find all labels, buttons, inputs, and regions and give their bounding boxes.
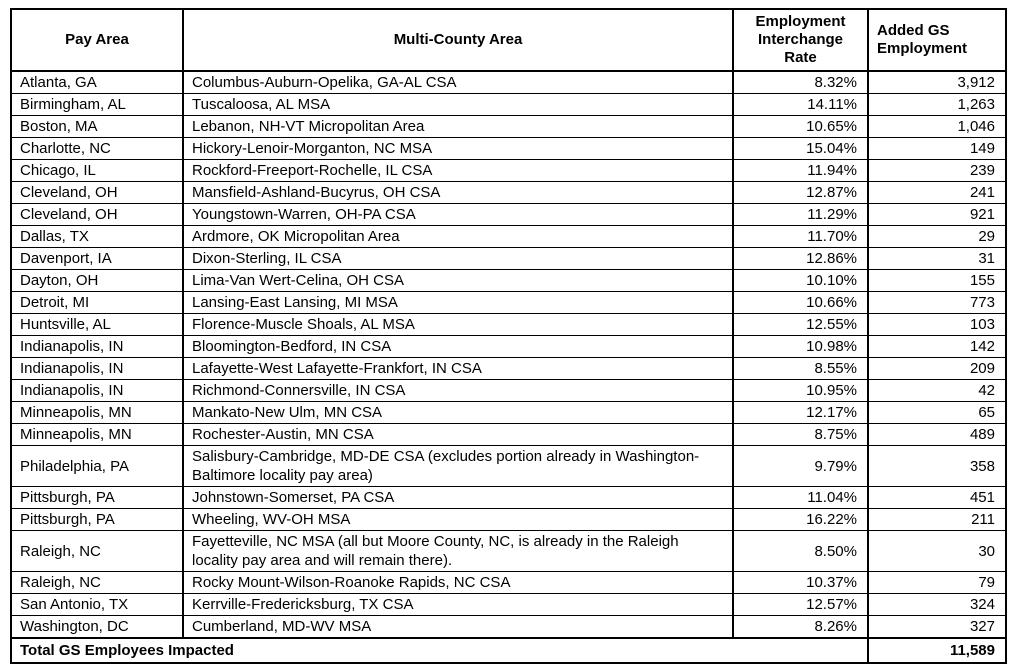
employment-interchange-rate-cell: 14.11%: [733, 94, 868, 116]
table-row: [11, 402, 1006, 424]
employment-interchange-rate-cell: 10.66%: [733, 292, 868, 314]
table-row: [11, 204, 1006, 226]
employment-interchange-rate-cell: 16.22%: [733, 509, 868, 531]
pay-area-cell: Detroit, MI: [11, 292, 183, 314]
multi-county-area-cell: Johnstown-Somerset, PA CSA: [183, 487, 733, 509]
table-row: [11, 424, 1006, 446]
total-row: [11, 638, 1006, 663]
multi-county-area-cell: Lebanon, NH-VT Micropolitan Area: [183, 116, 733, 138]
table-row: [11, 358, 1006, 380]
pay-area-cell: Raleigh, NC: [11, 572, 183, 594]
table-row: [11, 380, 1006, 402]
added-gs-employment-cell: 324: [868, 594, 1006, 616]
multi-county-area-cell: Wheeling, WV-OH MSA: [183, 509, 733, 531]
employment-interchange-rate-cell: 8.32%: [733, 71, 868, 94]
col-header-employment-interchange-rate: Employment Interchange Rate: [733, 9, 868, 71]
added-gs-employment-cell: 921: [868, 204, 1006, 226]
pay-area-cell: Dayton, OH: [11, 270, 183, 292]
pay-area-cell: Minneapolis, MN: [11, 424, 183, 446]
added-gs-employment-cell: 1,263: [868, 94, 1006, 116]
added-gs-employment-cell: 239: [868, 160, 1006, 182]
added-gs-employment-cell: 451: [868, 487, 1006, 509]
added-gs-employment-cell: 103: [868, 314, 1006, 336]
multi-county-area-cell: Cumberland, MD-WV MSA: [183, 616, 733, 639]
total-label: Total GS Employees Impacted: [11, 638, 868, 663]
employment-interchange-rate-cell: 8.75%: [733, 424, 868, 446]
multi-county-area-cell: Hickory-Lenoir-Morganton, NC MSA: [183, 138, 733, 160]
added-gs-employment-cell: 1,046: [868, 116, 1006, 138]
header-row: [11, 9, 1006, 71]
multi-county-area-cell: Lansing-East Lansing, MI MSA: [183, 292, 733, 314]
multi-county-area-cell: Mansfield-Ashland-Bucyrus, OH CSA: [183, 182, 733, 204]
table-row: [11, 248, 1006, 270]
col-header-added-gs-employment: Added GS Employment: [868, 9, 1006, 71]
table-row: [11, 314, 1006, 336]
added-gs-employment-cell: 241: [868, 182, 1006, 204]
added-gs-employment-cell: 209: [868, 358, 1006, 380]
employment-interchange-rate-cell: 9.79%: [733, 446, 868, 487]
multi-county-area-cell: Rochester-Austin, MN CSA: [183, 424, 733, 446]
added-gs-employment-cell: 30: [868, 531, 1006, 572]
multi-county-area-cell: Richmond-Connersville, IN CSA: [183, 380, 733, 402]
table-row: [11, 446, 1006, 487]
employment-interchange-rate-cell: 11.29%: [733, 204, 868, 226]
multi-county-area-cell: Fayetteville, NC MSA (all but Moore County, NC, is already in the Raleigh locality pay area and will remain there).: [183, 531, 733, 572]
added-gs-employment-cell: 489: [868, 424, 1006, 446]
multi-county-area-cell: Ardmore, OK Micropolitan Area: [183, 226, 733, 248]
table-row: [11, 160, 1006, 182]
table-body: [11, 71, 1006, 638]
employment-interchange-rate-cell: 12.55%: [733, 314, 868, 336]
table-row: [11, 71, 1006, 94]
added-gs-employment-cell: 142: [868, 336, 1006, 358]
pay-area-cell: Cleveland, OH: [11, 204, 183, 226]
table-row: [11, 509, 1006, 531]
table-row: [11, 616, 1006, 639]
multi-county-area-cell: Bloomington-Bedford, IN CSA: [183, 336, 733, 358]
pay-area-cell: Indianapolis, IN: [11, 336, 183, 358]
employment-interchange-rate-cell: 11.94%: [733, 160, 868, 182]
added-gs-employment-cell: 155: [868, 270, 1006, 292]
pay-area-cell: Raleigh, NC: [11, 531, 183, 572]
multi-county-area-cell: Lafayette-West Lafayette-Frankfort, IN CSA: [183, 358, 733, 380]
table-row: [11, 572, 1006, 594]
table-row: [11, 292, 1006, 314]
employment-interchange-rate-cell: 12.87%: [733, 182, 868, 204]
employment-interchange-table: [10, 8, 1007, 664]
employment-interchange-rate-cell: 8.50%: [733, 531, 868, 572]
employment-interchange-rate-cell: 10.95%: [733, 380, 868, 402]
pay-area-cell: Cleveland, OH: [11, 182, 183, 204]
multi-county-area-cell: Youngstown-Warren, OH-PA CSA: [183, 204, 733, 226]
pay-area-cell: Philadelphia, PA: [11, 446, 183, 487]
added-gs-employment-cell: 149: [868, 138, 1006, 160]
multi-county-area-cell: Kerrville-Fredericksburg, TX CSA: [183, 594, 733, 616]
total-value: 11,589: [868, 638, 1006, 663]
multi-county-area-cell: Rockford-Freeport-Rochelle, IL CSA: [183, 160, 733, 182]
pay-area-cell: Pittsburgh, PA: [11, 487, 183, 509]
pay-area-cell: San Antonio, TX: [11, 594, 183, 616]
added-gs-employment-cell: 29: [868, 226, 1006, 248]
employment-interchange-rate-cell: 11.04%: [733, 487, 868, 509]
multi-county-area-cell: Florence-Muscle Shoals, AL MSA: [183, 314, 733, 336]
pay-area-cell: Atlanta, GA: [11, 71, 183, 94]
table-row: [11, 94, 1006, 116]
col-header-pay-area: Pay Area: [11, 9, 183, 71]
added-gs-employment-cell: 327: [868, 616, 1006, 639]
added-gs-employment-cell: 211: [868, 509, 1006, 531]
multi-county-area-cell: Tuscaloosa, AL MSA: [183, 94, 733, 116]
added-gs-employment-cell: 42: [868, 380, 1006, 402]
pay-area-cell: Washington, DC: [11, 616, 183, 639]
pay-area-cell: Pittsburgh, PA: [11, 509, 183, 531]
employment-interchange-rate-cell: 10.65%: [733, 116, 868, 138]
pay-area-cell: Dallas, TX: [11, 226, 183, 248]
added-gs-employment-cell: 3,912: [868, 71, 1006, 94]
employment-interchange-rate-cell: 8.26%: [733, 616, 868, 639]
pay-area-cell: Davenport, IA: [11, 248, 183, 270]
col-header-multi-county-area: Multi-County Area: [183, 9, 733, 71]
multi-county-area-cell: Dixon-Sterling, IL CSA: [183, 248, 733, 270]
added-gs-employment-cell: 31: [868, 248, 1006, 270]
employment-interchange-rate-cell: 10.10%: [733, 270, 868, 292]
employment-interchange-rate-cell: 10.37%: [733, 572, 868, 594]
employment-interchange-rate-cell: 12.86%: [733, 248, 868, 270]
multi-county-area-cell: Columbus-Auburn-Opelika, GA-AL CSA: [183, 71, 733, 94]
table-row: [11, 226, 1006, 248]
added-gs-employment-cell: 65: [868, 402, 1006, 424]
pay-area-cell: Charlotte, NC: [11, 138, 183, 160]
table-row: [11, 336, 1006, 358]
pay-area-cell: Huntsville, AL: [11, 314, 183, 336]
multi-county-area-cell: Salisbury-Cambridge, MD-DE CSA (excludes portion already in Washington-Baltimore locality pay area): [183, 446, 733, 487]
pay-area-cell: Minneapolis, MN: [11, 402, 183, 424]
added-gs-employment-cell: 79: [868, 572, 1006, 594]
table-row: [11, 594, 1006, 616]
employment-interchange-rate-cell: 15.04%: [733, 138, 868, 160]
pay-area-cell: Boston, MA: [11, 116, 183, 138]
employment-interchange-rate-cell: 10.98%: [733, 336, 868, 358]
pay-area-cell: Indianapolis, IN: [11, 358, 183, 380]
employment-interchange-rate-cell: 12.57%: [733, 594, 868, 616]
added-gs-employment-cell: 773: [868, 292, 1006, 314]
table-row: [11, 270, 1006, 292]
employment-interchange-rate-cell: 12.17%: [733, 402, 868, 424]
pay-area-cell: Indianapolis, IN: [11, 380, 183, 402]
table-row: [11, 182, 1006, 204]
multi-county-area-cell: Lima-Van Wert-Celina, OH CSA: [183, 270, 733, 292]
added-gs-employment-cell: 358: [868, 446, 1006, 487]
table-row: [11, 531, 1006, 572]
multi-county-area-cell: Rocky Mount-Wilson-Roanoke Rapids, NC CSA: [183, 572, 733, 594]
table-row: [11, 116, 1006, 138]
pay-area-cell: Birmingham, AL: [11, 94, 183, 116]
pay-area-cell: Chicago, IL: [11, 160, 183, 182]
table-row: [11, 138, 1006, 160]
table-row: [11, 487, 1006, 509]
multi-county-area-cell: Mankato-New Ulm, MN CSA: [183, 402, 733, 424]
employment-interchange-rate-cell: 11.70%: [733, 226, 868, 248]
employment-interchange-rate-cell: 8.55%: [733, 358, 868, 380]
